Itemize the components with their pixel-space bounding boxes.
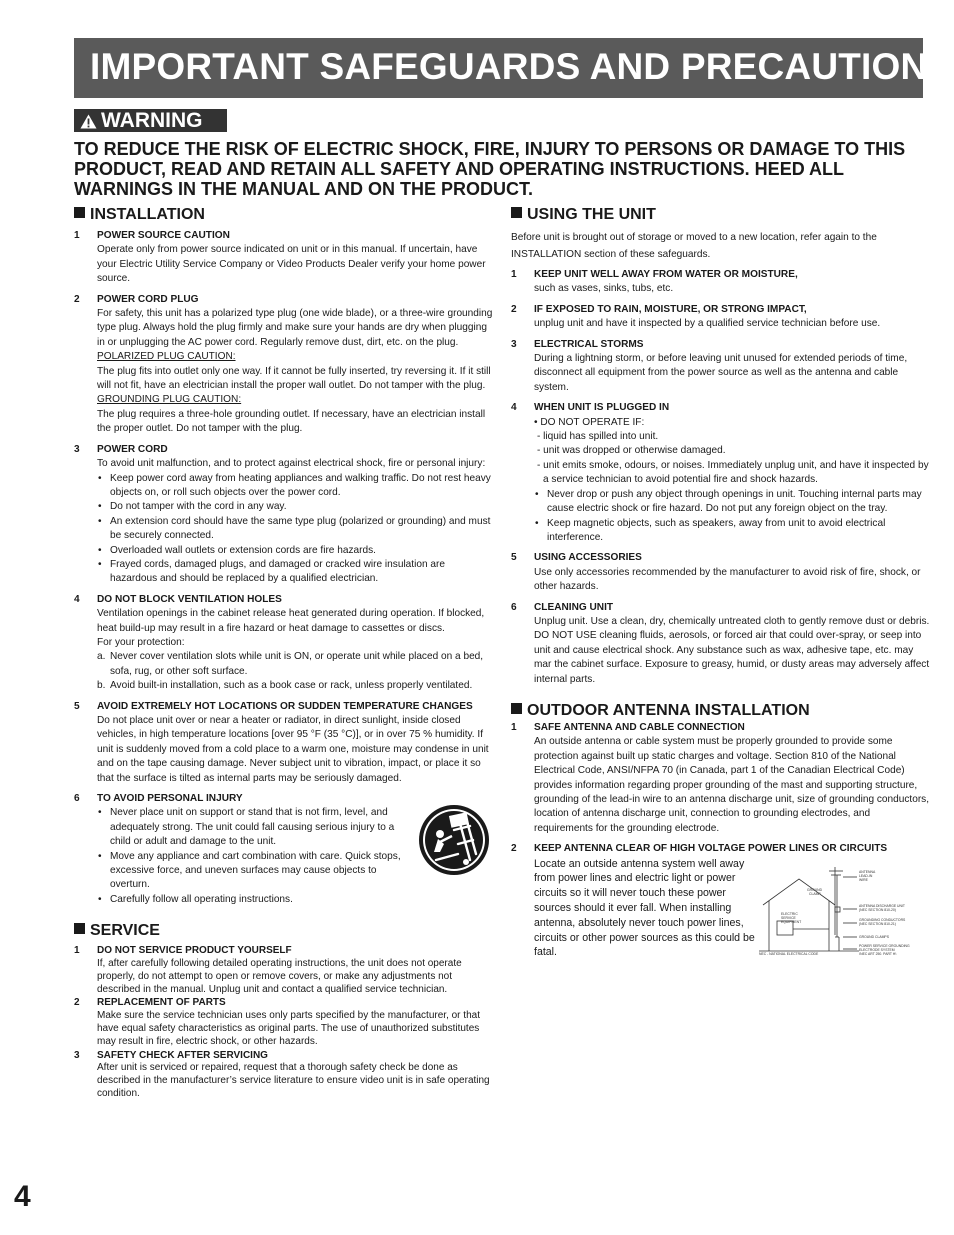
warning-label: WARNING (101, 109, 203, 132)
item-text: unplug unit and have it inspected by a qualified service technician before use. (534, 318, 881, 330)
diagram-label: SERVICE (781, 915, 796, 920)
list-item: - liquid has spilled into unit. (537, 431, 659, 443)
polarized-plug-caution-heading: POLARIZED PLUG CAUTION: (97, 351, 236, 363)
item-text: After unit is serviced or repaired, request that a thorough safety check be done as described in the manufacturer’s service literature to ensure video unit is in safe operating condition. (97, 1062, 490, 1100)
diagram-label: GROUND (807, 887, 823, 892)
outdoor-antenna-heading: OUTDOOR ANTENNA INSTALLATION (511, 701, 931, 721)
square-bullet-icon (74, 207, 85, 218)
item-title: REPLACEMENT OF PARTS (97, 997, 226, 1009)
item-title: POWER SOURCE CAUTION (97, 230, 230, 241)
item-title: SAFETY CHECK AFTER SERVICING (97, 1049, 268, 1061)
installation-item-5: 5 AVOID EXTREMELY HOT LOCATIONS OR SUDDEN TEMPERATURE CHANGES Do not place unit over or near a heater or radiator, in direct sunlight, inside closed vehicles, in high temperature locations [over 95 °F (35 °C)], or in over 75 % humidity. If unit is suddenly moved from a cold place to a warm one, moisture may condense in unit and on the tape causing damage. Never subject unit to vibration, impact, or place it so that the surface is tilted as internal parts may be seriously damaged. (74, 700, 494, 786)
diagram-label: POWER SERVICE GROUNDING (859, 943, 910, 948)
list-item: • Never place unit on support or stand that is not firm, level, and adequately strong. The unit could fall causing serious injury to a child or adult and damage to the unit. (97, 806, 494, 849)
lead-warning-text: TO REDUCE THE RISK OF ELECTRIC SHOCK, FIRE, INJURY TO PERSONS OR DAMAGE TO THIS PRODUCT, READ AND RETAIN ALL SAFETY AND OPERATING INSTRUCTIONS. HEED ALL WARNINGS IN THE MANUAL AND ON THE PRODUCT. (74, 139, 906, 199)
page-number: 4 (14, 1180, 31, 1213)
installation-item-4: 4 DO NOT BLOCK VENTILATION HOLES Ventilation openings in the cabinet release heat generated during operation. If blocked, heat build-up may result in a fire hazard or heat damage to cassettes or discs. For your protection: a. Never cover ventilation slots while unit is ON, or operate unit while placed on a bed, sofa, rug, or other soft surface. b. Avoid built-in installation, such as a book case or rack, unless properly ventilated. (74, 593, 494, 694)
service-section (74, 945, 494, 1101)
installation-item-6: 6 TO AVOID PERSONAL INJURY • Never place unit on support or stand that is not firm, level, and adequately strong. The unit could fall causing serious injury to a child or adult and damage to the unit. • Move any appliance and cart combination with care. Quick stops, excessive force, and uneven surfaces may cause objects to overturn. • Carefully follow all operating instructions. (74, 792, 494, 907)
grounding-plug-caution-text: The plug requires a three-hole grounding outlet. If necessary, have an electrician install the proper outlet. Do not tamper with the plug. (97, 408, 486, 435)
installation-heading: INSTALLATION (74, 205, 494, 225)
antenna-item-1: 1 SAFE ANTENNA AND CABLE CONNECTION An outside antenna or cable system must be properly grounded to provide some protection against built up static charges and voltage. Section 810 of the National Electrical Code, ANSI/NFPA 70 (in Canada, part 1 of the Canadian Electrical Code) provides information regarding proper grounding of the mast and supporting structure, grounding of the lead-in wire to an antenna discharge unit, size of grounding conductors, location of antenna discharge unit, connection to grounding electrodes, and requirements for the grounding electrode. (511, 721, 931, 836)
item-title: DO NOT SERVICE PRODUCT YOURSELF (97, 945, 292, 957)
using-item-2: 2 IF EXPOSED TO RAIN, MOISTURE, OR STRONG IMPACT, unplug unit and have it inspected by a qualified service technician before use. (511, 303, 931, 332)
item-title: POWER CORD (97, 443, 168, 455)
installation-item-2: 2 POWER CORD PLUG For safety, this unit has a polarized type plug (one wide blade), or a three-wire grounding type plug. Always hold the plug firmly and make sure your hands are dry when plugging in or unplugging the AC power cord. Regularly remove dust, dirt, etc. on the plug. POLARIZED PLUG CAUTION: The plug fits into outlet only one way. If it cannot be fully inserted, try reversing it. If it still will not fit, have an electrician install the proper wall outlet. Do not tamper with the plug. GROUNDING PLUG CAUTION: The plug requires a three-hole grounding outlet. If necessary, have an electrician install the proper outlet. Do not tamper with the plug. (74, 293, 494, 437)
list-item: • Carefully follow all operating instructions. (97, 893, 494, 907)
list-item: - unit emits smoke, odours, or noises. Immediately unplug unit, and have it inspected by a service technician to avoid potential fire and shock hazards. (537, 459, 929, 486)
list-item: - unit was dropped or otherwise damaged. (537, 445, 726, 457)
warning-triangle-icon (80, 114, 97, 129)
bullet-list (97, 472, 494, 587)
diagram-label: ANTENNA DISCHARGE UNIT (859, 903, 905, 908)
using-item-5: 5 USING ACCESSORIES Use only accessories recommended by the manufacturer to avoid risk of fire, shock, or other hazards. (511, 551, 931, 594)
square-bullet-icon (511, 703, 522, 714)
warning-badge (74, 109, 227, 132)
item-text: An outside antenna or cable system must be properly grounded to provide some protection against built up static charges and voltage. Section 810 of the National Electrical Code, ANSI/NFPA 70 (in Canada, part 1 of the Canadian Electrical Code) provides information regarding proper grounding of the mast and supporting structure, grounding of the lead-in wire to an antenna discharge unit, size of grounding conductors, location of antenna discharge unit, connection to grounding electrodes, and requirements for the grounding electrode. (534, 736, 930, 834)
using-item-6: 6 CLEANING UNIT Unplug unit. Use a clean, dry, chemically untreated cloth to gently remove dust or debris. DO NOT USE cleaning fluids, aerosols, or forced air that could over-spray, or seep into unit and cause electrical shock. Any substance such as wax, adhesive tape, etc. may mar the cabinet surface. Exposure to greasy, humid, or dusty areas may adversely affect internal parts. (511, 601, 931, 687)
square-bullet-icon (74, 923, 85, 934)
list-item: • Move any appliance and cart combination with care. Quick stops, excessive force, and uneven surfaces may cause objects to overturn. (97, 850, 494, 893)
left-column (74, 205, 494, 1102)
item-text: Operate only from power source indicated on unit or in this manual. If uncertain, have your Electric Utility Service Company or Video Products Dealer verify your home power source. (97, 244, 486, 285)
list-item: • An extension cord should have the same type plug (polarized or grounding) and must be securely connected. (97, 515, 494, 544)
item-title: WHEN UNIT IS PLUGGED IN (534, 402, 670, 414)
diagram-label: (NEC ART 250, PART H) (859, 951, 897, 955)
diagram-label: NEC - NATIONAL ELECTRICAL CODE (759, 951, 819, 955)
item-title: SAFE ANTENNA AND CABLE CONNECTION (534, 721, 745, 733)
diagram-label: EQUIPMENT (781, 919, 802, 924)
diagram-label: CLAMP (809, 891, 821, 896)
polarized-plug-caution-text: The plug fits into outlet only one way. If it cannot be fully inserted, try reversing it. If it still will not fit, have an electrician install the proper wall outlet. Do not tamper with the plug. (97, 365, 491, 392)
service-heading: SERVICE (74, 921, 494, 941)
item-title: ELECTRICAL STORMS (534, 338, 644, 350)
square-bullet-icon (511, 207, 522, 218)
using-intro-text: Before unit is brought out of storage or moved to a new location, refer again to the INSTALLATION section of these safeguards. (511, 232, 877, 260)
using-the-unit-heading: USING THE UNIT (511, 205, 931, 225)
list-item: b. Avoid built-in installation, such as a book case or rack, unless properly ventilated. (97, 680, 473, 692)
list-item: a. Never cover ventilation slots while unit is ON, or operate unit while placed on a bed, sofa, rug, or other soft surface. (97, 651, 484, 677)
list-item: • Overloaded wall outlets or extension cords are fire hazards. (97, 544, 494, 558)
diagram-label: (NEC SECTION 810-21) (859, 921, 896, 926)
item-text: Ventilation openings in the cabinet release heat generated during operation. If blocked, heat build-up may result in a fire hazard or heat damage to cassettes or discs. (97, 608, 485, 634)
title-bar (74, 38, 953, 98)
grounding-plug-caution-heading: GROUNDING PLUG CAUTION: (97, 394, 242, 406)
list-item: • Do not tamper with the cord in any way. (97, 500, 494, 514)
item-text: such as vases, sinks, tubs, etc. (534, 283, 674, 295)
list-item: • Never drop or push any object through openings in unit. Touching internal parts may cause electric shock or fire hazard. Do not put any foreign object on the tray. (534, 488, 931, 517)
diagram-label: GROUND CLAMPS (859, 934, 889, 939)
item-title: KEEP UNIT WELL AWAY FROM WATER OR MOISTURE, (534, 269, 798, 280)
using-item-3: 3 ELECTRICAL STORMS During a lightning storm, or before leaving unit unused for extended periods of time, disconnect all equipment from the power source as well as the antenna and cable system. (511, 338, 931, 396)
item-title: TO AVOID PERSONAL INJURY (97, 793, 243, 805)
item-text: Use only accessories recommended by the manufacturer to avoid risk of fire, shock, or other hazards. (534, 566, 921, 593)
service-item-2: 2 REPLACEMENT OF PARTS Make sure the service technician uses only parts specified by the manufacturer, or that have equal safety characteristics as original parts. The use of unauthorized substitutes may result in fire, electric shock, or other hazards. (74, 997, 494, 1048)
diagram-label: WIRE (859, 877, 868, 882)
item-text: If, after carefully following detailed operating instructions, the unit does not operate properly, do not attempt to open or remove covers, or make any adjustments not described in the manual. Unplug unit and contact a qualified service technician. (97, 958, 462, 995)
item-text: Make sure the service technician uses only parts specified by the manufacturer, or that have equal safety characteristics as original parts. The use of unauthorized substitutes may result in fire, electric shock, or other hazards. (97, 1010, 480, 1047)
page-title: IMPORTANT SAFEGUARDS AND PRECAUTIONS (90, 46, 953, 87)
list-item: • Keep power cord away from heating appliances and walking traffic. Do not rest heavy objects on, or roll such objects over the power cord. (97, 472, 494, 501)
item-title: POWER CORD PLUG (97, 293, 199, 305)
diagram-label: ELECTRODE SYSTEM (859, 947, 895, 952)
item-text: Unplug unit. Use a clean, dry, chemically untreated cloth to gently remove dust or debris. DO NOT USE cleaning fluids, aerosols, or forced air that could over-spray, or seep into unit and cause electrical shock. Any substance such as wax, adhesive tape, etc. may mar the cabinet surface. Exposure to greasy, humid, or dusty areas may adversely affect internal parts. (534, 615, 930, 685)
item-title: KEEP ANTENNA CLEAR OF HIGH VOLTAGE POWER LINES OR CIRCUITS (534, 843, 888, 855)
installation-item-1: 1 POWER SOURCE CAUTION Operate only from power source indicated on unit or in this manual. If uncertain, have your Electric Utility Service Company or Video Products Dealer verify your home power source. (74, 229, 494, 287)
antenna-item-2: 2 KEEP ANTENNA CLEAR OF HIGH VOLTAGE POWER LINES OR CIRCUITS ANTENNA LEAD-IN WIRE GROUND CLAMP ANTENNA DISCHARGE UNIT (NEC SECTION 810-20) GROUNDING CONDUCTORS (NEC SECTION 810-21) GROUND CLAMPS ELECTRIC SERVICE EQUIPMENT POWER SERVICE GROUNDING ELECTRODE SYSTEM (NEC ART 250, PART H) NEC - NATIONAL ELECTRICAL CODE Locate an outside antenna system well away from power lines and electric light or power circuits so it will never touch these power sources should it ever fall. When installing antenna, absolutely never touch power lines, circuits or other power sources as this could be fatal. (511, 842, 931, 960)
item-text: During a lightning storm, or before leaving unit unused for extended periods of time, disconnect all equipment from the power source as well as the antenna and cable system. (534, 353, 908, 393)
right-column (511, 205, 931, 966)
list-item: • Keep magnetic objects, such as speakers, away from unit to avoid electrical interference. (534, 517, 931, 546)
using-item-4: 4 WHEN UNIT IS PLUGGED IN • DO NOT OPERATE IF: - liquid has spilled into unit. - unit was dropped or otherwise damaged. - unit emits smoke, odours, or noises. Immediately unplug unit, and have it inspected by a service technician to avoid potential fire and shock hazards. • Never drop or push any object through openings in unit. Touching internal parts may cause electric shock or fire hazard. Do not put any foreign object on the tray. • Keep magnetic objects, such as speakers, away from unit to avoid electrical interference. (511, 401, 931, 545)
service-item-1: 1 DO NOT SERVICE PRODUCT YOURSELF If, after carefully following detailed operating instructions, the unit does not operate properly, do not attempt to open or remove covers, or make any adjustments not described in the manual. Unplug unit and contact a qualified service technician. (74, 945, 494, 996)
diagram-label: GROUNDING CONDUCTORS (859, 917, 906, 922)
item-title: IF EXPOSED TO RAIN, MOISTURE, OR STRONG IMPACT, (534, 303, 807, 315)
item-text: Do not place unit over or near a heater or radiator, in direct sunlight, inside closed vehicles, in high temperature locations [over 95 °F (35 °C)], or in over 75 % humidity. If unit is suddenly moved from a cold place to a warm one, moisture may condense in unit and on the tape causing damage. Never subject unit to vibration, impact, or place it so that the surface is tilted as internal parts may be seriously damaged. (97, 715, 489, 784)
item-text: For safety, this unit has a polarized type plug (one wide blade), or a three-wire grounding type plug. Always hold the plug firmly and make sure your hands are dry when plugging in or unplugging the AC power cord. Regularly remove dust, dirt, etc. on the plug. (97, 308, 493, 348)
installation-item-3: 3 POWER CORD To avoid unit malfunction, and to protect against electrical shock, fire or personal injury: • Keep power cord away from heating appliances and walking traffic. Do not rest heavy objects on, or roll such objects over the power cord. • Do not tamper with the cord in any way. • An extension cord should have the same type plug (polarized or grounding) and must be securely connected. • Overloaded wall outlets or extension cords are fire hazards. • Frayed cords, damaged plugs, and damaged or cracked wire insulation are hazardous and should be replaced by a qualified electrician. (74, 443, 494, 587)
diagram-label: ELECTRIC (781, 911, 798, 916)
for-protection-label: For your protection: (97, 636, 185, 648)
item-text: To avoid unit malfunction, and to protect against electrical shock, fire or personal injury: (97, 458, 486, 470)
do-not-operate-label: • DO NOT OPERATE IF: (534, 416, 645, 428)
item-title: USING ACCESSORIES (534, 552, 642, 564)
item-text: Locate an outside antenna system well away from power lines and electric light or power circuits so it will never touch these power sources should it ever fall. When installing antenna, absolutely never touch power lines, circuits or other power sources as this could be fatal. (534, 857, 755, 959)
using-item-1: 1 KEEP UNIT WELL AWAY FROM WATER OR MOISTURE, such as vases, sinks, tubs, etc. (511, 268, 931, 297)
antenna-grounding-diagram (759, 865, 931, 960)
item-title: CLEANING UNIT (534, 601, 614, 613)
item-title: DO NOT BLOCK VENTILATION HOLES (97, 593, 282, 605)
item-title: AVOID EXTREMELY HOT LOCATIONS OR SUDDEN TEMPERATURE CHANGES (97, 700, 473, 712)
list-item: • Frayed cords, damaged plugs, and damaged or cracked wire insulation are hazardous and should be replaced by a qualified electrician. (97, 558, 494, 587)
diagram-label: LEAD-IN (859, 873, 873, 878)
bullet-list (97, 806, 494, 907)
service-item-3: 3 SAFETY CHECK AFTER SERVICING After unit is serviced or repaired, request that a thorough safety check be done as described in the manufacturer’s service literature to ensure video unit is in safe operating condition. (74, 1050, 494, 1101)
bullet-list (534, 488, 931, 546)
diagram-label: ANTENNA (859, 869, 876, 874)
diagram-label: (NEC SECTION 810-20) (859, 907, 896, 912)
